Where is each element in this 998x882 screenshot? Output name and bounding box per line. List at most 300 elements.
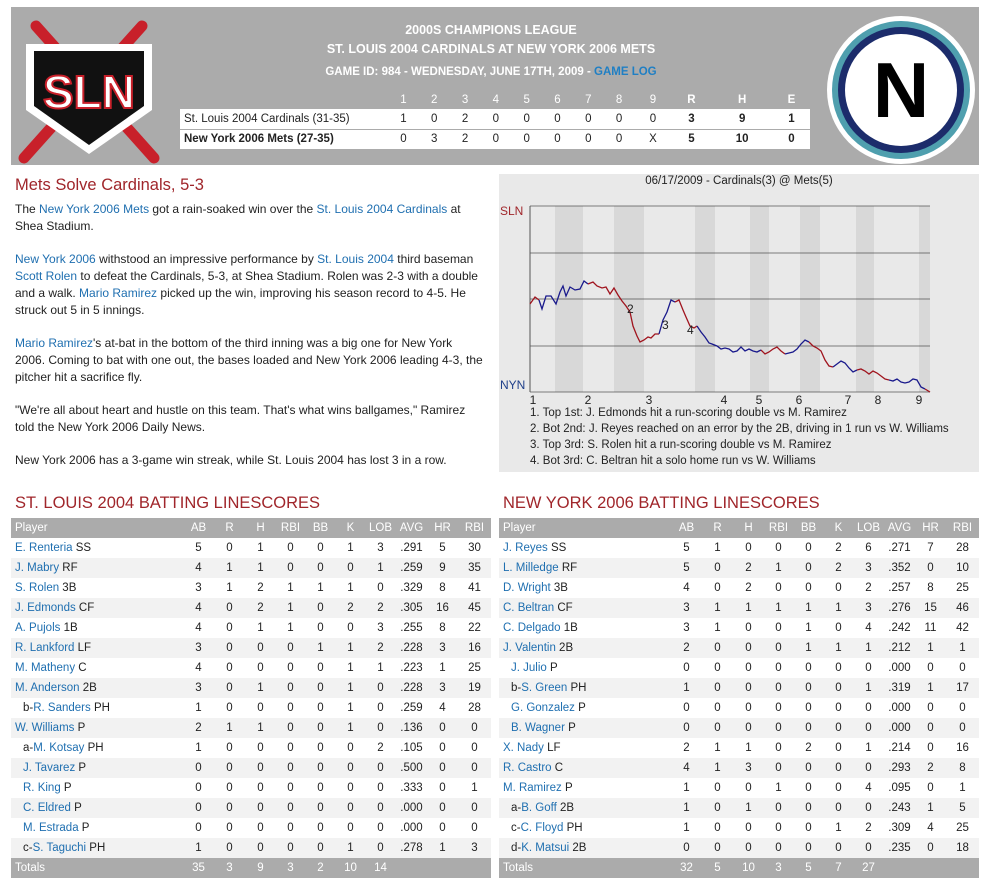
stat-cell: .000: [396, 818, 427, 838]
player-cell: [499, 798, 671, 818]
player-position: P: [75, 762, 87, 774]
stat-cell: 0: [214, 838, 245, 858]
stat-cell: 0: [276, 818, 305, 838]
totals-cell: 14: [365, 858, 396, 878]
stat-cell: 1: [336, 838, 365, 858]
stat-cell: 0: [276, 838, 305, 858]
inning-header: R: [687, 94, 696, 106]
column-header[interactable]: R: [214, 518, 245, 538]
stat-cell: 0: [793, 538, 824, 558]
stat-cell: 1: [733, 738, 764, 758]
player-position: PH: [86, 842, 106, 854]
batter-row: [499, 618, 979, 638]
game-info-text: GAME ID: 984 - WEDNESDAY, JUNE 17TH, 2009 -: [325, 66, 594, 78]
player-link[interactable]: C. Floyd: [520, 822, 564, 834]
away-team-logo[interactable]: [14, 16, 164, 166]
player-cell: [11, 538, 183, 558]
stat-cell: 0: [702, 678, 733, 698]
player-cell: [499, 598, 671, 618]
stat-cell: .329: [396, 578, 427, 598]
story-text: picked up the win, improving his season record to 4-5. He struck out 5 in 5 innings.: [15, 286, 466, 317]
player-position: P: [564, 722, 576, 734]
player-link[interactable]: M. Estrada: [23, 822, 79, 834]
stat-cell: 1: [702, 618, 733, 638]
player-link[interactable]: J. Valentin: [503, 642, 556, 654]
column-header[interactable]: Player: [499, 518, 671, 538]
stat-cell: 1: [733, 798, 764, 818]
lineup-prefix: b-: [23, 702, 34, 714]
player-cell: [11, 758, 183, 778]
stat-cell: 0: [946, 698, 979, 718]
lineup-prefix: a-: [511, 802, 522, 814]
player-cell: [11, 818, 183, 838]
stat-cell: 0: [824, 698, 853, 718]
totals-cell: 10: [733, 858, 764, 878]
stat-cell: 0: [793, 758, 824, 778]
linescore-table: [180, 91, 810, 150]
player-link[interactable]: X. Nady: [503, 742, 544, 754]
totals-cell: 27: [853, 858, 884, 878]
team-link[interactable]: St. Louis 2004 Cardinals: [316, 202, 448, 216]
player-link[interactable]: J. Julio: [511, 662, 547, 674]
stat-cell: 1: [305, 578, 336, 598]
totals-cell: [458, 858, 491, 878]
game-log-link[interactable]: GAME LOG: [594, 66, 657, 78]
inning-header: H: [738, 94, 747, 106]
inning-header: 7: [585, 94, 592, 106]
stat-cell: 0: [276, 538, 305, 558]
player-link[interactable]: R. Castro: [503, 762, 552, 774]
player-cell: [11, 738, 183, 758]
player-link[interactable]: R. Sanders: [33, 702, 91, 714]
player-cell: [499, 718, 671, 738]
chart-annotation: 3. Top 3rd: S. Rolen hit a run-scoring double vs M. Ramirez: [530, 439, 832, 451]
stat-cell: 0: [305, 758, 336, 778]
stat-cell: 0: [458, 798, 491, 818]
totals-cell: 32: [671, 858, 702, 878]
stat-cell: 0: [793, 718, 824, 738]
stat-cell: 0: [702, 558, 733, 578]
inning-label: 4: [720, 393, 728, 407]
player-cell: [499, 698, 671, 718]
story-text: withstood an impressive performance by: [95, 252, 318, 266]
player-link[interactable]: D. Wright: [503, 582, 551, 594]
stat-cell: 0: [824, 838, 853, 858]
stat-cell: 4: [671, 578, 702, 598]
batter-row: [499, 718, 979, 738]
stat-cell: 0: [245, 818, 276, 838]
stat-cell: 1: [671, 798, 702, 818]
inning-label: 2: [584, 393, 592, 407]
stat-cell: 0: [214, 798, 245, 818]
player-link[interactable]: R. King: [23, 782, 61, 794]
away-batting-table: [11, 518, 491, 878]
column-header[interactable]: RBI: [458, 518, 491, 538]
win-probability-line: [833, 361, 857, 372]
stat-cell: 0: [793, 578, 824, 598]
batter-row: [499, 638, 979, 658]
stat-cell: 0: [702, 658, 733, 678]
stat-cell: 1: [214, 718, 245, 738]
linescore-cell: 5: [671, 129, 711, 149]
home-team-logo[interactable]: [827, 16, 975, 164]
player-link[interactable]: S. Green: [521, 682, 568, 694]
stat-cell: 0: [793, 698, 824, 718]
batter-row: [11, 738, 491, 758]
player-cell: [11, 558, 183, 578]
stat-cell: 2: [671, 638, 702, 658]
stat-cell: 0: [853, 838, 884, 858]
stat-cell: 0: [733, 618, 764, 638]
stat-cell: 28: [946, 538, 979, 558]
column-header[interactable]: H: [733, 518, 764, 538]
story-title: Mets Solve Cardinals, 5-3: [15, 176, 204, 194]
stat-cell: 0: [276, 558, 305, 578]
column-header[interactable]: LOB: [365, 518, 396, 538]
stat-cell: 0: [915, 778, 946, 798]
column-header[interactable]: K: [824, 518, 853, 538]
stat-cell: 1: [336, 638, 365, 658]
stat-cell: 1: [764, 598, 793, 618]
stat-cell: 0: [365, 678, 396, 698]
stat-cell: 0: [824, 738, 853, 758]
linescore-team[interactable]: New York 2006 Mets (27-35): [180, 129, 388, 149]
column-header[interactable]: BB: [793, 518, 824, 538]
stat-cell: 0: [733, 638, 764, 658]
linescore-cell: 0: [480, 129, 511, 149]
stat-cell: 28: [458, 698, 491, 718]
player-position: 2B: [569, 842, 587, 854]
stat-cell: 16: [946, 738, 979, 758]
stat-cell: 4: [183, 618, 214, 638]
stat-cell: .257: [884, 578, 915, 598]
player-cell: [11, 678, 183, 698]
stat-cell: 0: [245, 778, 276, 798]
player-position: LF: [74, 642, 92, 654]
stat-cell: .293: [884, 758, 915, 778]
stat-cell: 5: [671, 558, 702, 578]
stat-cell: 1: [336, 698, 365, 718]
stat-cell: 3: [365, 538, 396, 558]
stat-cell: 1: [915, 798, 946, 818]
column-header[interactable]: HR: [427, 518, 458, 538]
stat-cell: 5: [671, 538, 702, 558]
game-header: [11, 7, 979, 165]
player-link[interactable]: M. Anderson: [15, 682, 80, 694]
stat-cell: 1: [276, 598, 305, 618]
inning-header: 9: [649, 94, 657, 106]
column-header[interactable]: LOB: [853, 518, 884, 538]
stat-cell: 3: [671, 598, 702, 618]
player-link[interactable]: K. Matsui: [521, 842, 570, 854]
stat-cell: 1: [214, 578, 245, 598]
player-link[interactable]: M. Ramirez: [503, 782, 562, 794]
player-link[interactable]: E. Renteria: [15, 542, 73, 554]
player-link[interactable]: C. Beltran: [503, 602, 555, 614]
stat-cell: 0: [305, 558, 336, 578]
column-header[interactable]: Player: [11, 518, 183, 538]
stat-cell: 0: [276, 658, 305, 678]
player-link[interactable]: A. Pujols: [15, 622, 61, 634]
stat-cell: 0: [915, 558, 946, 578]
stat-cell: 0: [336, 818, 365, 838]
league-name: 2000S CHAMPIONS LEAGUE: [405, 23, 577, 37]
stat-cell: 0: [824, 658, 853, 678]
player-link[interactable]: C. Eldred: [23, 802, 71, 814]
stat-cell: 0: [305, 698, 336, 718]
player-link[interactable]: J. Reyes: [503, 542, 548, 554]
totals-cell: [884, 858, 915, 878]
story-paragraph: [15, 201, 485, 235]
column-header[interactable]: AB: [671, 518, 702, 538]
stat-cell: 0: [764, 678, 793, 698]
column-header[interactable]: BB: [305, 518, 336, 538]
stat-cell: 0: [671, 698, 702, 718]
inning-header: 2: [431, 94, 438, 106]
inning-label: 9: [915, 393, 923, 407]
player-position: 1B: [60, 622, 78, 634]
stat-cell: 0: [276, 738, 305, 758]
stat-cell: 2: [853, 578, 884, 598]
stat-cell: 0: [702, 578, 733, 598]
totals-cell: 10: [336, 858, 365, 878]
totals-cell: 35: [183, 858, 214, 878]
column-header[interactable]: AVG: [396, 518, 427, 538]
stat-cell: 0: [458, 718, 491, 738]
lineup-prefix: c-: [511, 822, 521, 834]
stat-cell: 1: [824, 818, 853, 838]
batter-row: [11, 598, 491, 618]
totals-cell: [915, 858, 946, 878]
stat-cell: 0: [702, 818, 733, 838]
player-cell: [499, 578, 671, 598]
linescore-cell: 0: [542, 109, 573, 129]
column-header[interactable]: H: [245, 518, 276, 538]
player-link[interactable]: Scott Rolen: [15, 269, 78, 283]
linescore-team[interactable]: St. Louis 2004 Cardinals (31-35): [180, 109, 388, 129]
player-link[interactable]: G. Gonzalez: [511, 702, 575, 714]
stat-cell: 2: [824, 558, 853, 578]
totals-row: [499, 858, 979, 878]
stat-cell: 0: [305, 718, 336, 738]
batter-row: [499, 678, 979, 698]
linescore-cell: 3: [671, 109, 711, 129]
stat-cell: .500: [396, 758, 427, 778]
stat-cell: .105: [396, 738, 427, 758]
stat-cell: 41: [458, 578, 491, 598]
stat-cell: .000: [884, 658, 915, 678]
column-header[interactable]: K: [336, 518, 365, 538]
player-link[interactable]: J. Edmonds: [15, 602, 76, 614]
stat-cell: 0: [764, 638, 793, 658]
stat-cell: 17: [946, 678, 979, 698]
inning-header: 1: [400, 94, 407, 106]
player-position: P: [546, 662, 558, 674]
column-header[interactable]: R: [702, 518, 733, 538]
column-header[interactable]: AB: [183, 518, 214, 538]
stat-cell: .212: [884, 638, 915, 658]
inning-header: 3: [461, 94, 469, 106]
stat-cell: 1: [733, 598, 764, 618]
stat-cell: 0: [336, 758, 365, 778]
stat-cell: 0: [305, 738, 336, 758]
stat-cell: 0: [702, 778, 733, 798]
stat-cell: .271: [884, 538, 915, 558]
stat-cell: 18: [946, 838, 979, 858]
stat-cell: 4: [183, 558, 214, 578]
stat-cell: 0: [365, 838, 396, 858]
batter-row: [11, 618, 491, 638]
column-header[interactable]: AVG: [884, 518, 915, 538]
stat-cell: 1: [702, 758, 733, 778]
totals-cell: 2: [305, 858, 336, 878]
batter-row: [11, 718, 491, 738]
player-link[interactable]: R. Lankford: [15, 642, 75, 654]
stat-cell: 0: [183, 818, 214, 838]
stat-cell: 0: [458, 738, 491, 758]
column-header[interactable]: RBI: [276, 518, 305, 538]
linescore-cell: 10: [711, 129, 773, 149]
home-logo-text: N: [872, 46, 930, 134]
win-probability-line: [530, 297, 539, 304]
totals-cell: [396, 858, 427, 878]
player-link[interactable]: S. Taguchi: [32, 842, 87, 854]
stat-cell: 3: [427, 678, 458, 698]
column-header[interactable]: RBI: [946, 518, 979, 538]
stat-cell: .259: [396, 698, 427, 718]
stat-cell: 1: [671, 818, 702, 838]
batter-row: [11, 778, 491, 798]
stat-cell: 25: [946, 578, 979, 598]
stat-cell: 1: [336, 658, 365, 678]
totals-cell: 5: [793, 858, 824, 878]
player-cell: [499, 738, 671, 758]
win-probability-line: [675, 300, 697, 328]
stat-cell: .259: [396, 558, 427, 578]
stat-cell: 22: [458, 618, 491, 638]
stat-cell: 2: [793, 738, 824, 758]
stat-cell: 4: [853, 618, 884, 638]
player-link[interactable]: J. Mabry: [15, 562, 60, 574]
batter-row: [499, 658, 979, 678]
stat-cell: 0: [764, 658, 793, 678]
player-link[interactable]: J. Tavarez: [23, 762, 76, 774]
stat-cell: 0: [853, 798, 884, 818]
stat-cell: 0: [245, 838, 276, 858]
stat-cell: 0: [365, 798, 396, 818]
player-link[interactable]: B. Wagner: [511, 722, 565, 734]
stat-cell: 4: [915, 818, 946, 838]
stat-cell: 4: [671, 758, 702, 778]
stat-cell: 0: [793, 778, 824, 798]
totals-cell: [946, 858, 979, 878]
stat-cell: 4: [427, 698, 458, 718]
stat-cell: 0: [214, 598, 245, 618]
player-link[interactable]: C. Delgado: [503, 622, 561, 634]
stat-cell: 0: [764, 538, 793, 558]
stat-cell: 0: [793, 658, 824, 678]
stat-cell: 0: [365, 818, 396, 838]
stat-cell: 0: [824, 678, 853, 698]
team-link[interactable]: New York 2006 Mets: [39, 202, 150, 216]
inning-label: 7: [844, 393, 852, 407]
player-position: CF: [75, 602, 95, 614]
story-text: at Shea Stadium.: [15, 202, 461, 233]
player-position: PH: [84, 742, 104, 754]
stat-cell: 1: [245, 618, 276, 638]
batter-row: [499, 578, 979, 598]
player-link[interactable]: B. Goff: [521, 802, 557, 814]
stat-cell: 1: [915, 678, 946, 698]
game-info: [191, 66, 791, 78]
column-header[interactable]: RBI: [764, 518, 793, 538]
stat-cell: .000: [396, 798, 427, 818]
player-position: P: [561, 782, 573, 794]
stat-cell: 1: [365, 558, 396, 578]
linescore-cell: 0: [542, 129, 573, 149]
story-paragraph: [15, 251, 485, 319]
batter-row: [11, 658, 491, 678]
batter-row: [11, 678, 491, 698]
stat-cell: 0: [214, 538, 245, 558]
stat-cell: 2: [915, 758, 946, 778]
stat-cell: 0: [458, 758, 491, 778]
chart-annotation: 2. Bot 2nd: J. Reyes reached on an error by the 2B, driving in 1 run vs W. Williams: [530, 423, 949, 435]
stat-cell: 35: [458, 558, 491, 578]
column-header[interactable]: HR: [915, 518, 946, 538]
stat-cell: 2: [183, 718, 214, 738]
inning-header: 4: [492, 94, 500, 106]
player-link[interactable]: W. Williams: [15, 722, 75, 734]
player-link[interactable]: Mario Ramirez: [15, 336, 94, 350]
stat-cell: 0: [336, 618, 365, 638]
stat-cell: 0: [671, 658, 702, 678]
stat-cell: 0: [824, 718, 853, 738]
stat-cell: 19: [458, 678, 491, 698]
stat-cell: 1: [365, 658, 396, 678]
stat-cell: 1: [915, 638, 946, 658]
stat-cell: 1: [671, 678, 702, 698]
team-link[interactable]: St. Louis 2004: [317, 252, 394, 266]
story-text: third baseman: [393, 252, 474, 266]
player-link[interactable]: M. Kotsay: [33, 742, 85, 754]
linescore-row: [180, 129, 810, 149]
stat-cell: 0: [793, 838, 824, 858]
story-paragraph: [15, 335, 485, 386]
stat-cell: .228: [396, 678, 427, 698]
team-link[interactable]: New York 2006: [15, 252, 96, 266]
stat-cell: 2: [671, 738, 702, 758]
player-link[interactable]: S. Rolen: [15, 582, 60, 594]
player-link[interactable]: L. Milledge: [503, 562, 559, 574]
stat-cell: 0: [214, 758, 245, 778]
linescore-cell: X: [635, 129, 672, 149]
stat-cell: 0: [853, 718, 884, 738]
totals-cell: [427, 858, 458, 878]
player-link[interactable]: Mario Ramirez: [79, 286, 158, 300]
player-position: SS: [547, 542, 567, 554]
stat-cell: 1: [793, 638, 824, 658]
matchup-title: ST. LOUIS 2004 CARDINALS AT NEW YORK 2006 METS: [326, 42, 656, 56]
stat-cell: 1: [702, 598, 733, 618]
stat-cell: 5: [183, 538, 214, 558]
player-link[interactable]: M. Matheny: [15, 662, 76, 674]
stat-cell: 0: [915, 838, 946, 858]
totals-label: Totals: [499, 858, 671, 878]
inning-label: 3: [645, 393, 653, 407]
stat-cell: 1: [702, 538, 733, 558]
stat-cell: 1: [793, 598, 824, 618]
